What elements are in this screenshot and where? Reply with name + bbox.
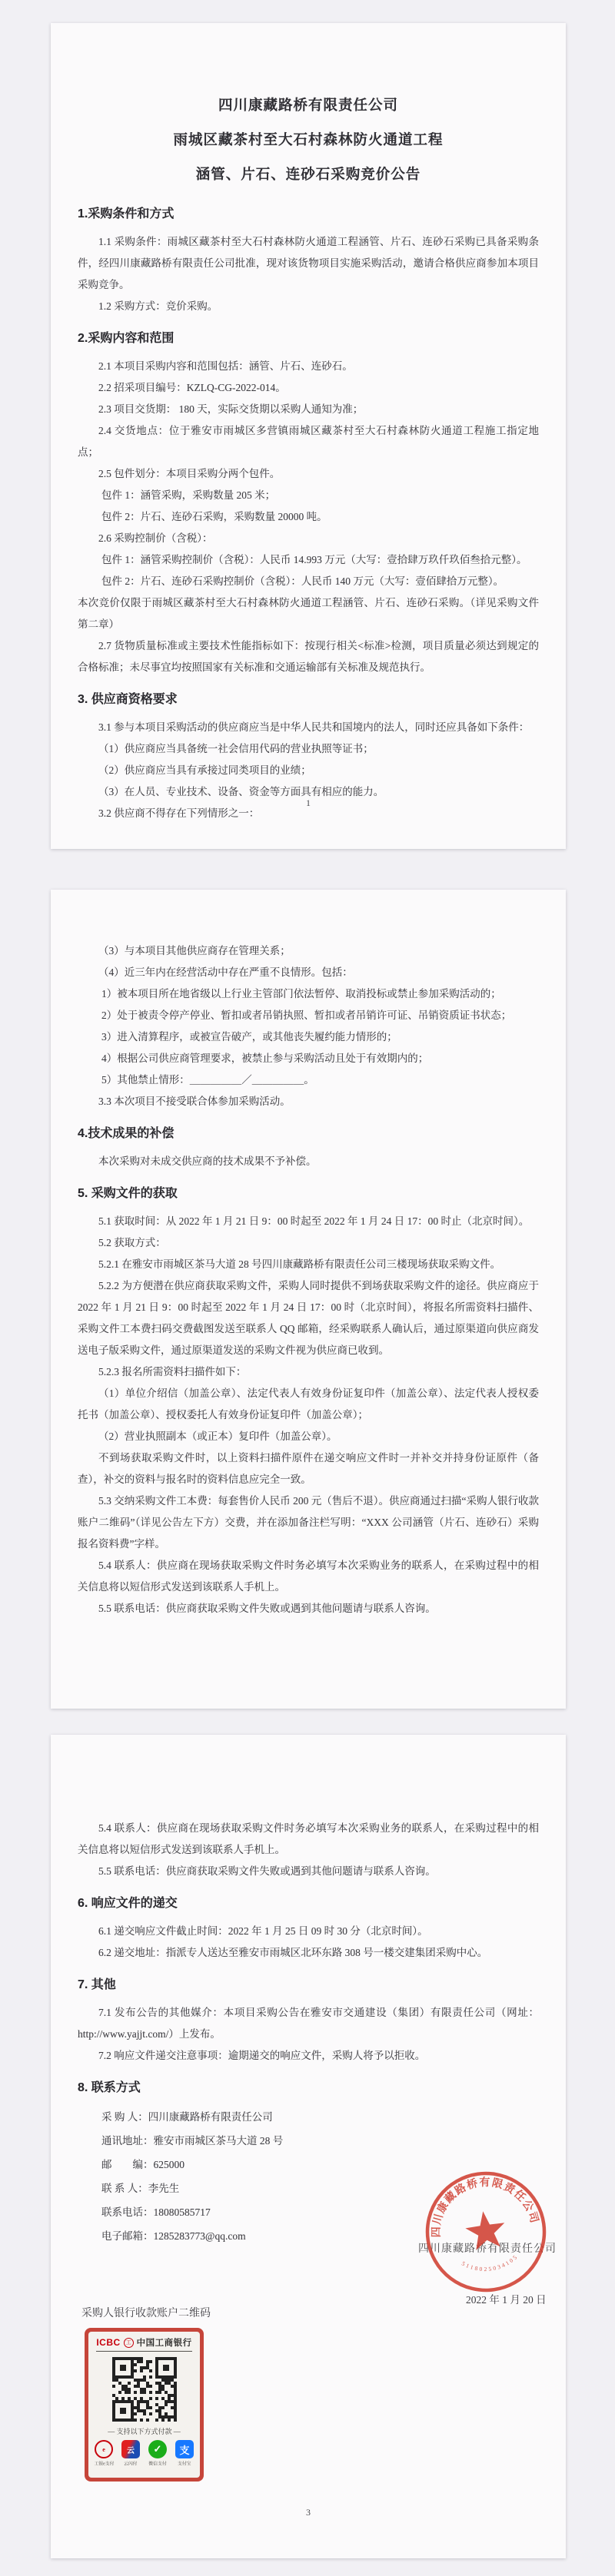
paragraph: 2）处于被责令停产停业、暂扣或者吊销执照、暂扣或者吊销许可证、吊销资质证书状态； — [101, 1010, 512, 1021]
paragraph: 2.4 交货地点：位于雅安市雨城区多营镇雨城区藏茶村至大石村森林防火通道工程施工指定地点； — [78, 425, 539, 458]
section-heading: 7. 其他 — [78, 1978, 116, 1991]
paragraph: 包件 2：片石、连砂石采购，采购数量 20000 吨。 — [101, 511, 327, 522]
section-heading: 5. 采购文件的获取 — [78, 1187, 178, 1200]
paragraph: 1.2 采购方式：竞价采购。 — [98, 300, 218, 312]
paragraph: （3）在人员、专业技术、设备、资金等方面具有相应的能力。 — [98, 786, 384, 797]
paragraph: 5.4 联系人：供应商在现场获取采购文件时务必填写本次采购业务的联系人，在采购过程中的相关信息将以短信形式发送到该联系人手机上。 — [78, 1560, 539, 1593]
paragraph: 6.2 递交地址：指派专人送达至雅安市雨城区北环东路 308 号一楼交建集团采购中心。 — [98, 1947, 488, 1958]
seal-serial-text: 5118025034105 — [460, 2253, 520, 2273]
section-heading: 8. 联系方式 — [78, 2081, 141, 2094]
bank-abbr: ICBC — [96, 2337, 121, 2348]
page-3 — [51, 1735, 566, 2558]
paragraph: 联系电话：18080585717 — [101, 2206, 211, 2218]
pay-method-alipay — [174, 2440, 195, 2467]
alipay-icon: 支 — [175, 2440, 194, 2458]
paragraph: 5.5 联系电话：供应商获取采购文件失败或遇到其他问题请与联系人咨询。 — [98, 1603, 436, 1614]
paragraph: 2.2 招采项目编号：KZLQ-CG-2022-014。 — [98, 382, 286, 393]
paragraph: （4）近三年内在经营活动中存在严重不良情形。包括： — [98, 966, 353, 978]
paragraph: 3）进入清算程序，或被宣告破产，或其他丧失履约能力情形的； — [101, 1031, 397, 1043]
doc-title: 涵管、片石、连砂石采购竞价公告 — [195, 167, 421, 183]
section-heading: 6. 响应文件的递交 — [78, 1897, 178, 1910]
pay-method-label: 工银e支付 — [94, 2462, 115, 2467]
unionpay-icon: 云 — [121, 2440, 140, 2458]
paragraph: 采 购 人：四川康藏路桥有限责任公司 — [101, 2111, 273, 2123]
paragraph: 通讯地址：雅安市雨城区茶马大道 28 号 — [101, 2135, 284, 2147]
paragraph: 5.2.3 报名所需资料扫描件如下： — [98, 1366, 247, 1378]
paragraph: 包件 1：涵管采购控制价（含税）：人民币 14.993 万元（大写：壹拾肆万玖仟玖佰叁拾元整）。 — [101, 554, 527, 565]
paragraph: 5）其他禁止情形：＿＿＿＿＿／＿＿＿＿＿。 — [101, 1074, 314, 1086]
paragraph: 5.2 获取方式： — [98, 1237, 166, 1248]
pay-method-icbc — [93, 2440, 115, 2467]
signature-company: 四川康藏路桥有限责任公司 — [418, 2243, 557, 2255]
paragraph: 7.1 发布公告的其他媒介：本项目采购公告在雅安市交通建设（集团）有限责任公司（网址：http://www.yajjt.com/）上发布。 — [78, 2007, 539, 2040]
paragraph: 2.6 采购控制价（含税）： — [98, 532, 213, 544]
paragraph: 包件 1：涵管采购，采购数量 205 米； — [101, 489, 276, 501]
seal-star — [464, 2209, 508, 2251]
page-1 — [51, 23, 566, 849]
pay-method-label: 支付宝 — [178, 2462, 191, 2467]
paragraph: 2.7 货物质量标准或主要技术性能指标如下：按现行相关<标准>检测，项目质量必须达到规定的合格标准；未尽事宜均按照国家有关标准和交通运输部有关标准及规范执行。 — [78, 640, 539, 673]
paragraph: 2.1 本项目采购内容和范围包括：涵管、片石、连砂石。 — [98, 360, 353, 372]
paragraph: 5.2.2 为方便潜在供应商获取采购文件，采购人同时提供不到场获取采购文件的途径。供应商应于 2022 年 1 月 21 日 9：00 时起至 2022 年 1 月 24 日 17：00 时（北京时间），将报名所需资料扫描件、采购文件工本费扫码交费截图发送至联系人 QQ 邮箱，经采购联系人确认后，通过原渠道向供应商发送电子版采购文件，通过原渠道发送的采购文件视为供应商已收到。 — [78, 1280, 539, 1356]
page-number: 1 — [306, 797, 311, 808]
section-heading: 4.技术成果的补偿 — [78, 1127, 175, 1140]
paragraph: 7.2 响应文件递交注意事项：逾期递交的响应文件，采购人将予以拒收。 — [98, 2050, 426, 2061]
qr-code — [112, 2357, 177, 2422]
icbc-emblem-icon: 工 — [124, 2338, 134, 2348]
paragraph: 邮 编：625000 — [101, 2159, 185, 2170]
paragraph: 3.1 参与本项目采购活动的供应商应当是中华人民共和国境内的法人，同时还应具备如下条件： — [98, 721, 530, 733]
paragraph: 5.3 交纳采购文件工本费：每套售价人民币 200 元（售后不退）。供应商通过扫描“采购人银行收款账户二维码”（详见公告左下方）交费，并在添加备注栏写明：“XXX 公司涵管（片石、连砂石）采购报名资料费”字样。 — [78, 1495, 539, 1550]
paragraph: 6.1 递交响应文件截止时间：2022 年 1 月 25 日 09 时 30 分（北京时间）。 — [98, 1925, 428, 1937]
paragraph: 本次竞价仅限于雨城区藏茶村至大石村森林防火通道工程涵管、片石、连砂石采购。（详见采购文件第二章） — [78, 597, 539, 630]
section-heading: 3. 供应商资格要求 — [78, 693, 178, 706]
paragraph: 不到场获取采购文件时，以上资料扫描件原件在递交响应文件时一并补交并持身份证原件（备查），补交的资料与报名时的资料信息应完全一致。 — [78, 1452, 539, 1485]
page-2 — [51, 890, 566, 1709]
page-1-content — [51, 23, 566, 824]
paragraph: 3.2 供应商不得存在下列情形之一： — [98, 807, 260, 819]
payment-methods — [93, 2440, 195, 2467]
paragraph: （1）供应商应当具备统一社会信用代码的营业执照等证书； — [98, 743, 374, 754]
page-number: 3 — [306, 2507, 311, 2518]
paragraph: 联 系 人：李先生 — [101, 2183, 180, 2194]
paragraph: 3.3 本次项目不接受联合体参加采购活动。 — [98, 1096, 291, 1107]
paragraph: （3）与本项目其他供应商存在管理关系； — [98, 945, 291, 956]
doc-title: 雨城区藏茶村至大石村森林防火通道工程 — [173, 133, 444, 148]
page-2-content — [51, 890, 566, 1620]
paragraph: 5.5 联系电话：供应商获取采购文件失败或遇到其他问题请与联系人咨询。 — [98, 1865, 436, 1877]
payment-card — [85, 2328, 204, 2482]
paragraph: （2）供应商应当具有承接过同类项目的业绩； — [98, 764, 311, 776]
wechat-pay-icon: ✓ — [148, 2440, 167, 2458]
payment-hint: — 支持以下方式付款 — — [108, 2428, 181, 2435]
icbc-logo — [96, 2336, 191, 2352]
section-heading: 2.采购内容和范围 — [78, 332, 175, 345]
signature-date: 2022 年 1 月 20 日 — [466, 2294, 547, 2306]
pay-method-label: 微信支付 — [148, 2462, 167, 2467]
paragraph: 电子邮箱：1285283773@qq.com — [101, 2230, 246, 2242]
company-seal — [412, 2158, 560, 2306]
paragraph: 本次采购对未成交供应商的技术成果不予补偿。 — [98, 1155, 317, 1167]
paragraph: 5.1 获取时间：从 2022 年 1 月 21 日 9：00 时起至 2022 年 1 月 24 日 17：00 时止（北京时间）。 — [98, 1215, 530, 1227]
svg-text:5118025034105 — [460, 2253, 521, 2276]
pay-method-unionpay — [120, 2440, 141, 2467]
pay-method-label: 云闪付 — [124, 2462, 138, 2467]
paragraph: 包件 2：片石、连砂石采购控制价（含税）：人民币 140 万元（大写：壹佰肆拾万元整）。 — [101, 575, 504, 587]
seal-company-text: 四川康藏路桥有限责任公司 — [430, 2177, 540, 2238]
bank-name: 中国工商银行 — [136, 2339, 192, 2348]
pay-method-wechat — [147, 2440, 168, 2467]
paragraph: 5.4 联系人：供应商在现场获取采购文件时务必填写本次采购业务的联系人，在采购过程中的相关信息将以短信形式发送到该联系人手机上。 — [78, 1822, 539, 1855]
paragraph: 5.2.1 在雅安市雨城区茶马大道 28 号四川康藏路桥有限责任公司三楼现场获取采购文件。 — [98, 1258, 501, 1270]
qr-section-label: 采购人银行收款账户二维码 — [81, 2308, 211, 2319]
section-heading: 1.采购条件和方式 — [78, 207, 175, 220]
paragraph: 1）被本项目所在地省级以上行业主管部门依法暂停、取消投标或禁止参加采购活动的； — [101, 988, 501, 1000]
payment-card-inner — [88, 2332, 200, 2478]
paragraph: 4）根据公司供应商管理要求，被禁止参与采购活动且处于有效期内的； — [101, 1053, 429, 1064]
paragraph: 2.3 项目交货期： 180 天，实际交货期以采购人通知为准； — [98, 403, 364, 415]
paragraph: 2.5 包件划分：本项目采购分两个包件。 — [98, 468, 281, 479]
doc-title: 四川康藏路桥有限责任公司 — [218, 98, 398, 114]
paragraph: （1）单位介绍信（加盖公章）、法定代表人有效身份证复印件（加盖公章）、法定代表人授权委托书（加盖公章）、授权委托人有效身份证复印件（加盖公章）； — [78, 1387, 539, 1421]
paragraph: （2）营业执照副本（或正本）复印件（加盖公章）。 — [98, 1431, 337, 1442]
paragraph: 1.1 采购条件：雨城区藏茶村至大石村森林防火通道工程涵管、片石、连砂石采购已具备采购条件，经四川康藏路桥有限责任公司批准，现对该货物项目实施采购活动，邀请合格供应商参加本项目采购竞争。 — [78, 236, 539, 290]
icbc-pay-icon: e — [95, 2440, 113, 2458]
